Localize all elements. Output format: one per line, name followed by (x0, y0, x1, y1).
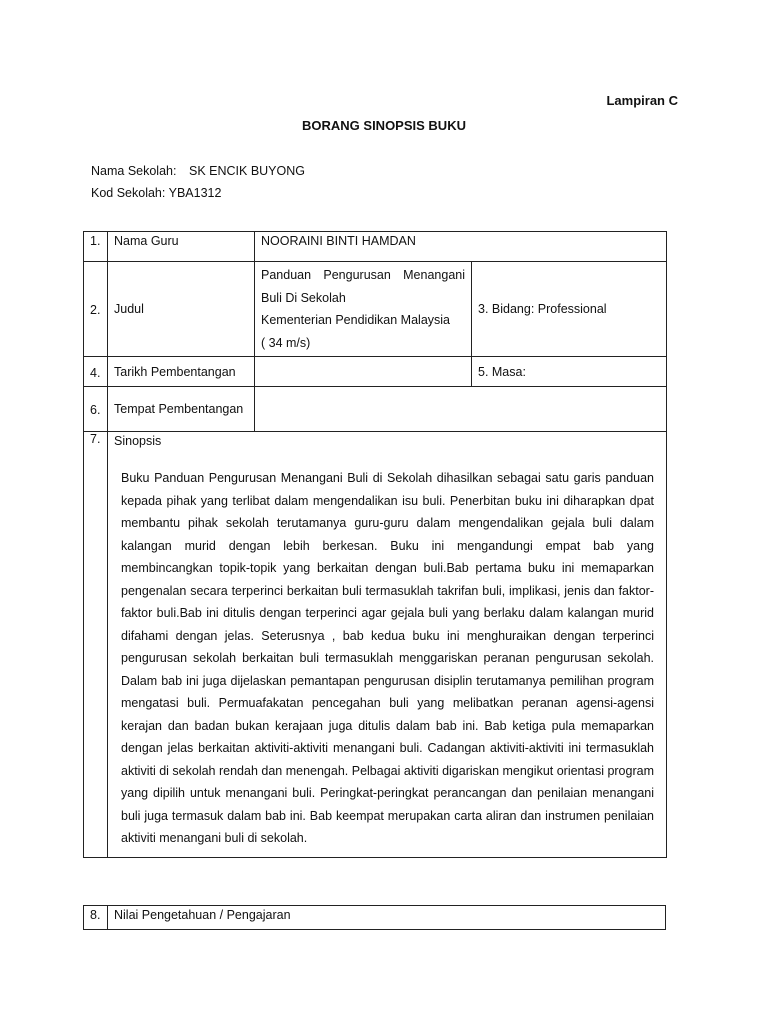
row-tarikh (84, 357, 667, 387)
school-code-value: YBA1312 (168, 186, 222, 200)
label-tarikh: Tarikh Pembentangan (108, 357, 255, 387)
sinopsis-cell (108, 432, 667, 858)
label-tempat: Tempat Pembentangan (108, 387, 255, 432)
sinopsis-text: Buku Panduan Pengurusan Menangani Buli di Sekolah dihasilkan sebagai satu garis panduan kepada pihak yang terlibat dalam mengendalikan isu buli. Penerbitan buku ini diharapkan dpat membantu pihak sekolah terutamanya guru-guru dalam mengendalikan gejala buli dalam kalangan murid dengan lebih berkesan. Buku ini mengandungi empat bab yang membincangkan topik-topik yang berkaitan dengan buli.Bab pertama buku ini memaparkan pengenalan secara terperinci berkaitan buli termasuklah takrifan buli, implikasi, jenis dan faktor-faktor buli.Bab ini ditulis dengan terperinci agar gejala buli yang berlaku dalam kalangan murid difahami dengan jelas. Seterusnya , bab kedua buku ini menghuraikan dengan terperinci pengurusan sekolah berkaitan buli termasuklah menggariskan peranan pengurusan sekolah. Dalam bab ini juga dijelaskan pemantapan pengurusan disiplin terutamanya pemilihan program mengatasi buli. Permuafakatan pencegahan buli yang melibatkan peranan agensi-agensi kerajan dan badan bukan kerajaan juga ditulis dalam bab ini. Bab ketiga pula memaparkan dengan jelas berkaitan aktiviti-aktiviti menangani buli. Cadangan aktiviti-aktiviti ini termasuklah aktiviti di sekolah rendah dan menengah. Pelbagai aktiviti digariskan mengikut orientasi program yang dipilih untuk menangani buli. Peringkat-peringkat perancangan dan penilaian menangani buli juga termasuk dalam bab ini. Bab keempat merupakan carta aliran dan instrumen penilaian aktiviti menangani buli di sekolah. (121, 471, 654, 845)
label-nama-guru: Nama Guru (108, 232, 255, 262)
row-number: 2. (84, 262, 108, 357)
row-number: 6. (84, 387, 108, 432)
row-nilai (84, 906, 666, 930)
nilai-table (83, 905, 666, 930)
school-name-line (91, 164, 305, 178)
label-sinopsis: Sinopsis (114, 434, 162, 448)
lampiran-label: Lampiran C (606, 93, 678, 108)
school-code-label: Kod Sekolah: (91, 186, 166, 200)
row-number: 7. (84, 432, 108, 858)
masa-cell: 5. Masa: (472, 357, 667, 387)
row-judul (84, 262, 667, 357)
label-judul: Judul (108, 262, 255, 357)
label-nilai: Nilai Pengetahuan / Pengajaran (108, 906, 666, 930)
judul-line-1: Panduan Pengurusan Menangani (261, 268, 465, 282)
value-judul (255, 262, 472, 357)
bidang-cell: 3. Bidang: Professional (472, 262, 667, 357)
school-code-line (91, 186, 221, 200)
row-nama-guru (84, 232, 667, 262)
row-sinopsis (84, 432, 667, 858)
value-nama-guru: NOORAINI BINTI HAMDAN (255, 232, 667, 262)
school-name-label: Nama Sekolah: (91, 164, 177, 178)
row-number: 4. (84, 357, 108, 387)
school-name-value: SK ENCIK BUYONG (189, 164, 305, 178)
value-tarikh[interactable] (255, 357, 472, 387)
judul-line-2: Buli Di Sekolah (261, 290, 346, 305)
row-number: 8. (84, 906, 108, 930)
row-number: 1. (84, 232, 108, 262)
synopsis-form-table (83, 231, 667, 858)
row-tempat (84, 387, 667, 432)
value-tempat[interactable] (255, 387, 667, 432)
judul-line-3: Kementerian Pendidikan Malaysia (261, 313, 450, 327)
judul-line-4: ( 34 m/s) (261, 335, 311, 350)
form-title: BORANG SINOPSIS BUKU (302, 118, 466, 133)
